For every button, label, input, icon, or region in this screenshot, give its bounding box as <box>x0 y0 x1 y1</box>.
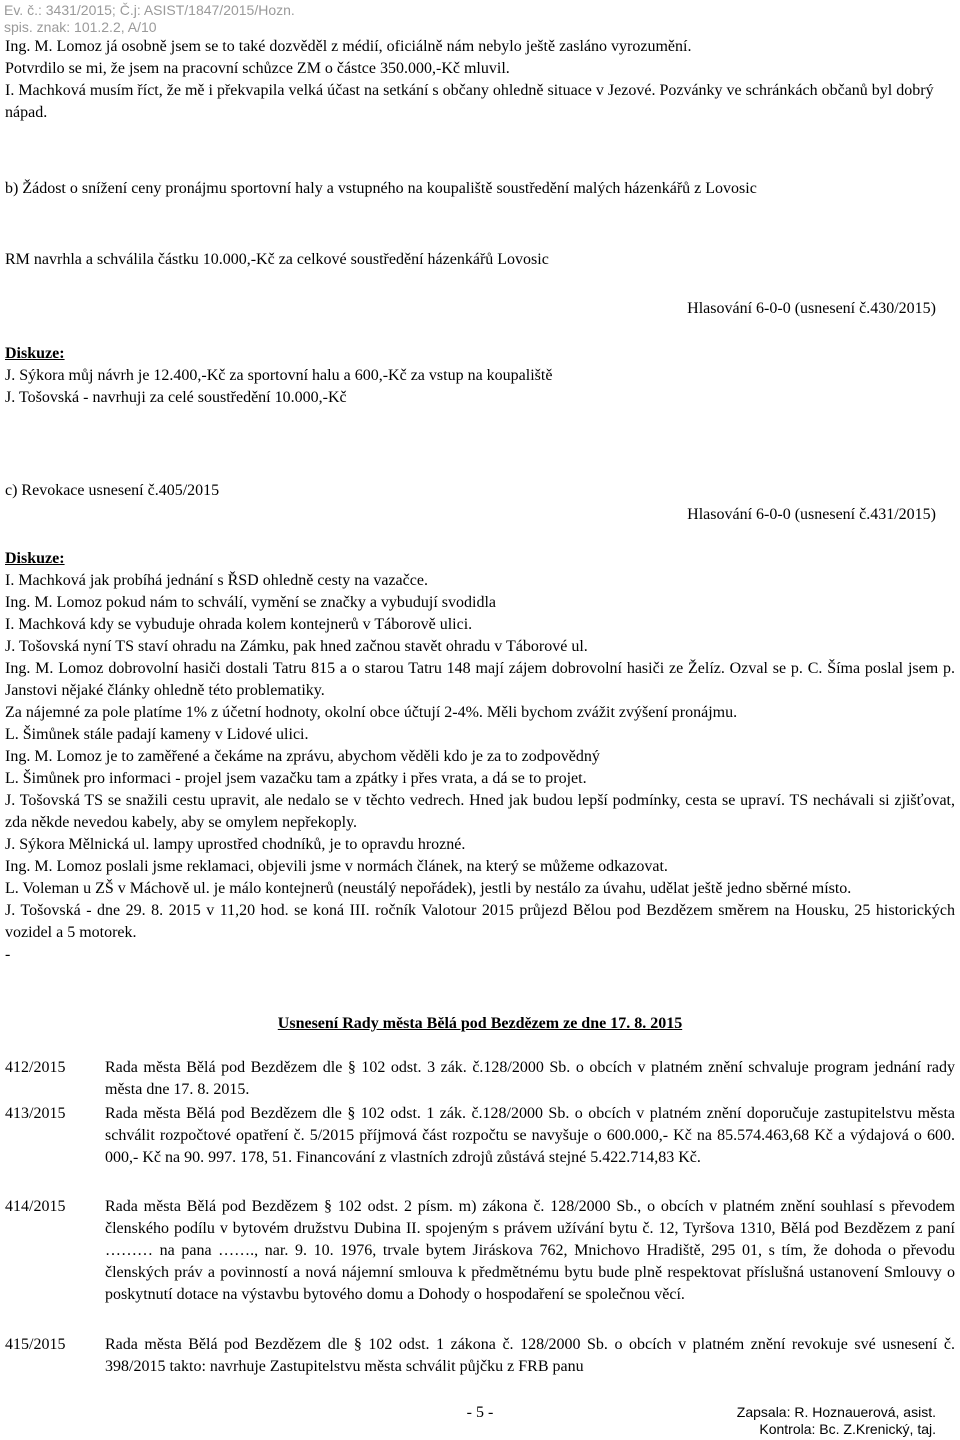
discussion-line: J. Tošovská - navrhuji za celé soustředění 10.000,-Kč <box>5 389 347 406</box>
discussion-line: Ing. M. Lomoz je to zaměřené a čekáme na zprávu, abychom věděli kdo je za to zodpovědný <box>5 748 600 765</box>
footer-signatures <box>737 1404 936 1438</box>
discussion-line: J. Tošovská TS se snažili cestu upravit, ale nedalo se v těchto vedrech. Hned jak budou lepší podmínky, cesta se upraví. TS nechávali si zjišťovat, zda někde nevedou kabely, aby se omylem nepřekoply. <box>5 792 955 831</box>
section-b-vote: Hlasování 6-0-0 (usnesení č.430/2015) <box>687 300 936 317</box>
section-c-discussion <box>5 548 955 966</box>
discussion-line: I. Machková jak probíhá jednání s ŘSD ohledně cesty na vazačce. <box>5 572 428 589</box>
intro-line: I. Machková musím říct, že mě i překvapila velká účast na setkání s občany ohledně situace v Jezové. Pozvánky ve schránkách občanů byl dobrý nápad. <box>5 82 934 121</box>
discussion-line: L. Voleman u ZŠ v Máchově ul. je málo kontejnerů (neustálý nepořádek), jestli by nestálo za úvahu, udělat ještě jedno sběrné místo. <box>5 880 852 897</box>
discussion-line: Ing. M. Lomoz pokud nám to schválí, vymění se značky a vybudují svodidla <box>5 594 497 611</box>
intro-line: Potvrdilo se mi, že jsem na pracovní schůzce ZM o částce 350.000,-Kč mluvil. <box>5 60 510 77</box>
discussion-line: J. Sýkora Mělnická ul. lampy uprostřed chodníků, je to opravdu hrozné. <box>5 836 466 853</box>
discussion-line: L. Šimůnek pro informaci - projel jsem vazačku tam a zpátky i přes vrata, a dá se to projet. <box>5 770 587 787</box>
page-number: - 5 - <box>466 1404 494 1421</box>
intro-block <box>5 36 955 124</box>
checked-by: Kontrola: Bc. Z.Krenický, taj. <box>759 1421 936 1437</box>
section-c-vote: Hlasování 6-0-0 (usnesení č.431/2015) <box>687 506 936 523</box>
resolution-number: 414/2015 <box>5 1198 66 1215</box>
resolution-text: Rada města Bělá pod Bezdězem dle § 102 odst. 3 zák. č.128/2000 Sb. o obcích v platném znění schvaluje program jednání rady města dne 17. 8. 2015. <box>105 1059 955 1098</box>
file-mark: spis. znak: 101.2.2, A/10 <box>4 19 157 35</box>
discussion-line: Ing. M. Lomoz poslali jsme reklamaci, objevili jsme v normách článek, na který se můžeme odkazovat. <box>5 858 668 875</box>
written-by: Zapsala: R. Hoznauerová, asist. <box>736 1404 936 1420</box>
resolution-text: Rada města Bělá pod Bezdězem dle § 102 odst. 1 zák. č.128/2000 Sb. o obcích v platném znění doporučuje zastupitelstvu města schválit rozpočtové opatření č. 5/2015 příjmová část rozpočtu se navyšuje o 600.000,- Kč na 85.574.463,68 Kč a výdajová o 600. 000,- Kč na 90. 997. 178, 51. Financování z vlastních zdrojů zůstává stejné 5.422.714,83 Kč. <box>105 1105 955 1166</box>
discussion-heading: Diskuze: <box>5 550 65 567</box>
discussion-line: J. Tošovská nyní TS staví ohradu na Zámku, pak hned začnou stavět ohradu v Táborové ul. <box>5 638 588 655</box>
resolution-item <box>5 1103 955 1169</box>
resolution-number: 415/2015 <box>5 1336 66 1353</box>
section-b-text: RM navrhla a schválila částku 10.000,-Kč za celkové soustředění házenkářů Lovosic <box>5 251 549 268</box>
discussion-line: J. Sýkora můj návrh je 12.400,-Kč za sportovní halu a 600,-Kč za vstup na koupaliště <box>5 367 553 384</box>
discussion-line: L. Šimůnek stále padají kameny v Lidové ulici. <box>5 726 309 743</box>
section-c-title: c) Revokace usnesení č.405/2015 <box>5 482 220 499</box>
discussion-line: I. Machková kdy se vybuduje ohrada kolem kontejnerů v Táborově ulici. <box>5 616 473 633</box>
resolution-item <box>5 1057 955 1101</box>
resolution-item <box>5 1334 955 1378</box>
intro-line: Ing. M. Lomoz já osobně jsem se to také dozvěděl z médií, oficiálně nám nebylo ještě zasláno vyrozumění. <box>5 38 692 55</box>
resolution-text: Rada města Bělá pod Bezdězem § 102 odst. 2 písm. m) zákona č. 128/2000 Sb., o obcích v platném znění souhlasí s převodem členského podílu v bytovém družstvu Dubina II. spojeným s právem užívání bytu č. 12, Tyršova 1310, Bělá pod Bezdězem z paní ……… na pana ……., nar. 9. 10. 1976, trvale bytem Jiráskova 762, Mnichovo Hradiště, 295 01, s tím, že dohoda o převodu členských práv a povinností a nová nájemní smlouva k předmětnému bytu bude plně respektovat příslušná ustanovení Smlouvy o poskytnutí dotace na výstavbu bytového domu a Dohody o hospodaření se společnou věcí. <box>105 1198 955 1303</box>
section-b-discussion <box>5 343 955 409</box>
resolution-item <box>5 1196 955 1306</box>
discussion-line: Za nájemné za pole platíme 1% z účetní hodnoty, okolní obce účtují 2-4%. Měli bychom zvážit zvýšení pronájmu. <box>5 704 738 721</box>
resolution-number: 412/2015 <box>5 1059 66 1076</box>
resolutions-title: Usnesení Rady města Bělá pod Bezdězem ze dne 17. 8. 2015 <box>277 1015 683 1032</box>
document-stamp <box>4 2 295 36</box>
resolution-text: Rada města Bělá pod Bezdězem dle § 102 odst. 1 zákona č. 128/2000 Sb. o obcích v platném znění revokuje své usnesení č. 398/2015 takto: navrhuje Zastupitelstvu města schválit půjčku z FRB panu <box>105 1336 955 1375</box>
discussion-heading: Diskuze: <box>5 345 65 362</box>
evidence-number: Ev. č.: 3431/2015; Č.j: ASIST/1847/2015/Hozn. <box>4 2 295 18</box>
section-b-title: b) Žádost o snížení ceny pronájmu sportovní haly a vstupného na koupaliště soustředění malých házenkářů z Lovosic <box>5 180 757 197</box>
discussion-line: - <box>5 946 11 963</box>
discussion-line: Ing. M. Lomoz dobrovolní hasiči dostali Tatru 815 a o starou Tatru 148 mají zájem dobrovolní hasiči ze Želíz. Ozval se p. C. Šíma poslal jsem p. Janstovi nějaké články ohledně této problematiky. <box>5 660 955 699</box>
discussion-line: J. Tošovská - dne 29. 8. 2015 v 11,20 hod. se koná III. ročník Valotour 2015 průjezd Bělou pod Bezdězem směrem na Housku, 25 historických vozidel a 5 motorek. <box>5 902 955 941</box>
resolution-number: 413/2015 <box>5 1105 66 1122</box>
